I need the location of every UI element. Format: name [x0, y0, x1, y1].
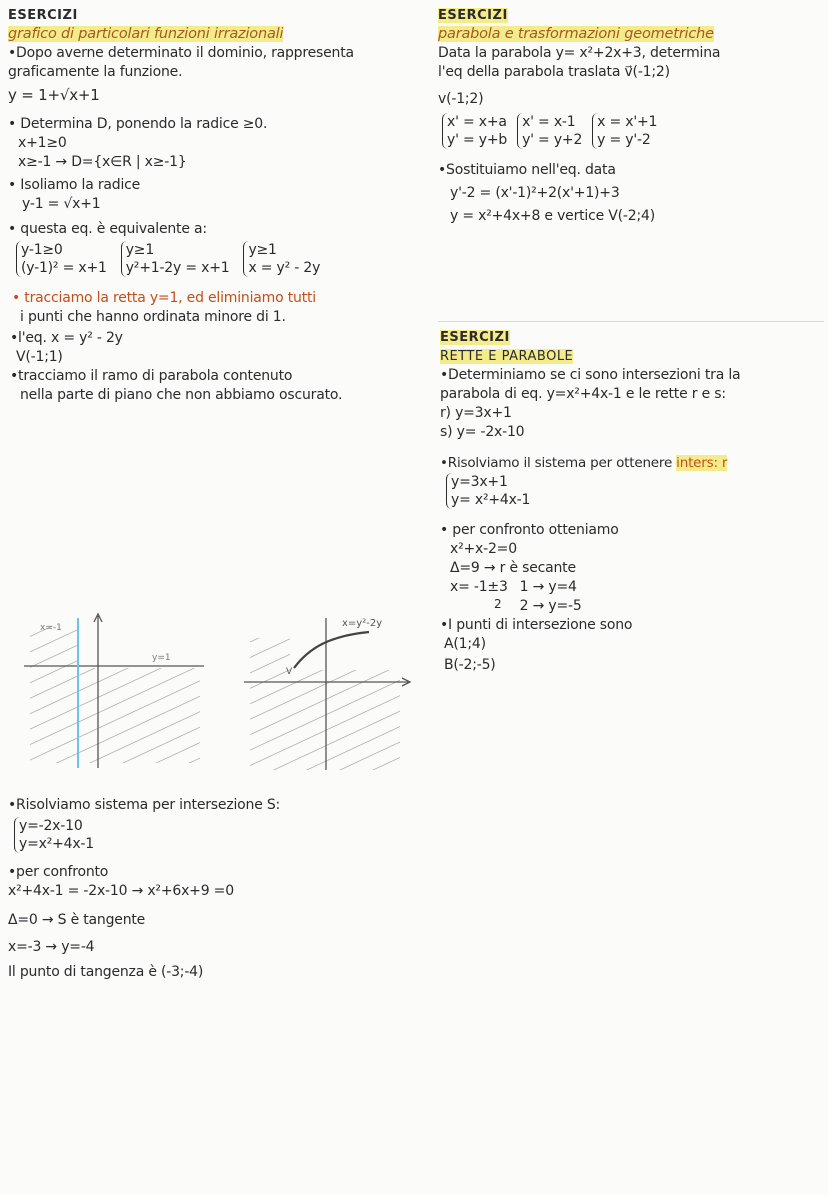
right-title-1: parabola e trasformazioni geometriche	[438, 26, 714, 42]
system-r-row: y=3x+1	[451, 474, 508, 490]
system-3	[243, 241, 320, 277]
step-line-y1: • tracciamo la retta y=1, ed eliminiamo tutti	[12, 290, 316, 306]
tangent-delta: Δ=0 → S è tangente	[8, 912, 146, 928]
line-r: r) y=3x+1	[440, 405, 512, 421]
trans-system-b	[517, 113, 582, 149]
points-intro: •I punti di intersezione sono	[440, 617, 633, 633]
domain-set: x≥-1 → D={x∈R | x≥-1}	[18, 154, 187, 170]
graph2-label: x=y²-2y	[342, 618, 383, 629]
step-branch-cont: nella parte di piano che non abbiamo oscurato.	[20, 387, 343, 403]
system-2-row: y≥1	[125, 242, 155, 258]
substitute-eq-2: y = x²+4x+8 e vertice V(-2;4)	[450, 208, 655, 224]
graph-2	[244, 618, 410, 770]
shaded-region	[30, 668, 200, 763]
x-root-2: 2 → y=-5	[519, 598, 582, 614]
tangent-system	[14, 817, 94, 853]
translation-text-2: l'eq della parabola traslata v⃗(-1;2)	[438, 64, 670, 80]
system-3-row: x = y² - 2y	[248, 260, 321, 276]
trans-system-c	[592, 113, 657, 149]
tangent-system-row: y=x²+4x-1	[19, 836, 94, 852]
parabola-branch	[294, 632, 369, 668]
right-title-2: RETTE E PARABOLE	[440, 349, 574, 364]
solve-system-text: •Risolviamo il sistema per ottenere inters: r	[440, 455, 728, 471]
translation-text-1: Data la parabola y= x²+2x+3, determina	[438, 45, 721, 61]
substitute-eq-1: y'-2 = (x'-1)²+2(x'+1)+3	[450, 185, 620, 201]
function-graphs	[24, 608, 414, 778]
graph1-label-x: x=-1	[40, 623, 62, 633]
translation-vector: v(-1;2)	[438, 91, 484, 107]
tangent-confront: •per confronto	[8, 864, 109, 880]
step-branch: •tracciamo il ramo di parabola contenuto	[10, 368, 293, 384]
point-b: B(-2;-5)	[444, 657, 496, 673]
system-r-row: y= x²+4x-1	[451, 492, 531, 508]
tangent-section	[8, 796, 428, 982]
tangent-point: Il punto di tangenza è (-3;-4)	[8, 964, 204, 980]
shaded-region-2	[250, 670, 400, 770]
confront-eq: x²+x-2=0	[450, 541, 517, 557]
system-1-row: y-1≥0	[21, 242, 63, 258]
left-title: grafico di particolari funzioni irrazionali	[8, 26, 284, 42]
system-2-row: y²+1-2y = x+1	[125, 260, 230, 276]
intersect-text-1: •Determiniamo se ci sono intersezioni tra la	[440, 367, 741, 383]
equivalent-systems	[16, 241, 428, 277]
trans-system-a	[442, 113, 507, 149]
domain-inequality: x+1≥0	[18, 135, 67, 151]
step-line-y1-cont: i punti che hanno ordinata minore di 1.	[20, 309, 286, 325]
parabola-vertex: V(-1;1)	[16, 349, 63, 365]
x-roots	[520, 578, 582, 616]
x-solutions	[450, 578, 826, 616]
x-formula-den: 2	[494, 597, 502, 611]
system-r	[446, 473, 530, 509]
trans-system-b-row: y' = y+2	[522, 132, 583, 148]
intro-line-2: graficamente la funzione.	[8, 64, 183, 80]
x-formula-num: x= -1±3	[450, 579, 508, 595]
trans-system-b-row: x' = x-1	[522, 114, 576, 130]
function-equation: y = 1+√x+1	[8, 86, 100, 104]
right-column	[438, 6, 824, 226]
step-equivalent: • questa eq. è equivalente a:	[8, 221, 207, 237]
isolated-equation: y-1 = √x+1	[22, 196, 101, 212]
step-isolate: • Isoliamo la radice	[8, 177, 141, 193]
left-column	[8, 6, 428, 405]
tangent-equation: x²+4x-1 = -2x-10 → x²+6x+9 =0	[8, 883, 234, 899]
x-root-1: 1 → y=4	[519, 579, 577, 595]
step-parabola-eq: •l'eq. x = y² - 2y	[10, 330, 123, 346]
system-1-row: (y-1)² = x+1	[21, 260, 107, 276]
confront-text: • per confronto otteniamo	[440, 522, 619, 538]
system-2	[121, 241, 230, 277]
tangent-x: x=-3 → y=-4	[8, 939, 95, 955]
system-1	[16, 241, 107, 277]
intersect-text-2: parabola di eq. y=x²+4x-1 e le rette r e s:	[440, 386, 726, 402]
shaded-region-2-left	[250, 638, 290, 670]
lines-parabola-section	[440, 328, 826, 675]
tangent-system-row: y=-2x-10	[19, 818, 83, 834]
right-header-2: ESERCIZI	[440, 330, 510, 345]
trans-system-c-row: x = x'+1	[597, 114, 658, 130]
graph1-label-y: y=1	[152, 653, 171, 663]
line-s: s) y= -2x-10	[440, 424, 525, 440]
substitute-text: •Sostituiamo nell'eq. data	[438, 162, 616, 178]
trans-system-a-row: x' = x+a	[447, 114, 507, 130]
step-domain: • Determina D, ponendo la radice ≥0.	[8, 116, 268, 132]
left-header: ESERCIZI	[8, 8, 78, 23]
graph2-vertex: V	[286, 667, 293, 677]
system-3-row: y≥1	[248, 242, 277, 258]
trans-system-c-row: y = y'-2	[597, 132, 651, 148]
x-formula	[450, 578, 508, 611]
delta-result: Δ=9 → r è secante	[450, 560, 576, 576]
tangent-title: •Risolviamo sistema per intersezione S:	[8, 797, 281, 813]
section-divider	[438, 321, 824, 322]
point-a: A(1;4)	[444, 636, 486, 652]
graph-1	[24, 614, 204, 768]
translation-systems	[442, 113, 824, 149]
right-header-1: ESERCIZI	[438, 8, 508, 23]
trans-system-a-row: y' = y+b	[447, 132, 508, 148]
intro-line-1: •Dopo averne determinato il dominio, rappresenta	[8, 45, 354, 61]
